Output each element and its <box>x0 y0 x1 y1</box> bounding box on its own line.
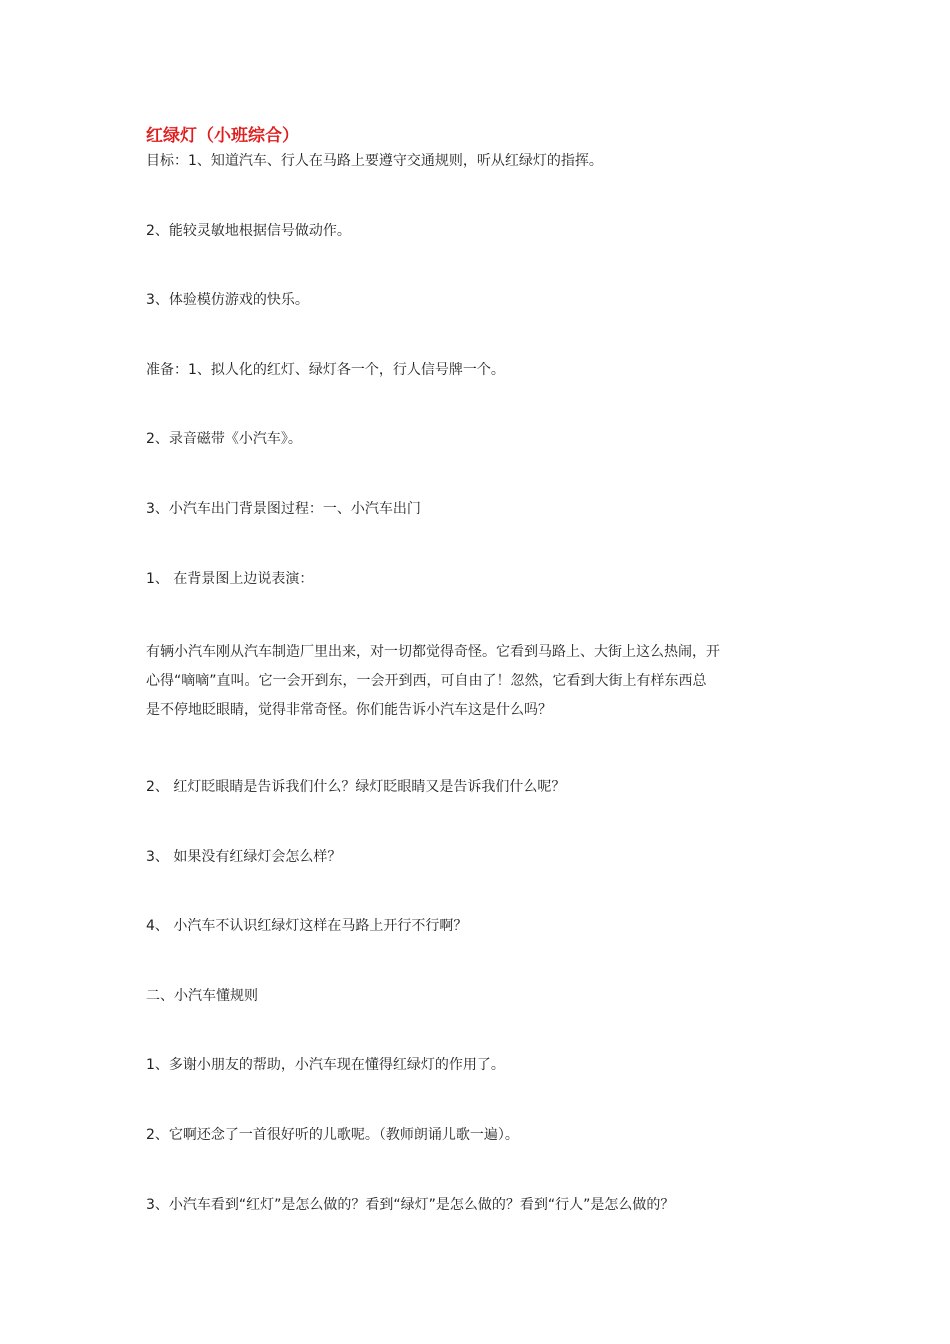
step-1-line: 1、 在背景图上边说表演： <box>146 571 314 587</box>
prep-line-3: 3、小汽车出门背景图过程：一、小汽车出门 <box>146 501 421 517</box>
goal-line-1: 目标：1、知道汽车、行人在马路上要遵守交通规则，听从红绿灯的指挥。 <box>146 153 603 169</box>
goal-line-2: 2、能较灵敏地根据信号做动作。 <box>146 223 351 239</box>
goal-line-3: 3、体验模仿游戏的快乐。 <box>146 292 309 308</box>
document-title: 红绿灯（小班综合） <box>146 126 299 146</box>
story-line: 有辆小汽车刚从汽车制造厂里出来，对一切都觉得奇怪。它看到马路上、大街上这么热闹，开 <box>146 644 720 660</box>
question-4-line: 4、 小汽车不认识红绿灯这样在马路上开行不行啊？ <box>146 918 468 934</box>
story-line: 是不停地眨眼睛，觉得非常奇怪。你们能告诉小汽车这是什么吗？ <box>146 702 552 718</box>
section-2-heading: 二、小汽车懂规则 <box>146 988 258 1004</box>
question-2-line: 2、 红灯眨眼睛是告诉我们什么？绿灯眨眼睛又是告诉我们什么呢？ <box>146 779 566 795</box>
prep-line-2: 2、录音磁带《小汽车》。 <box>146 431 302 447</box>
prep-line-1: 准备：1、拟人化的红灯、绿灯各一个，行人信号牌一个。 <box>146 362 505 378</box>
section-2-item-3: 3、小汽车看到“红灯”是怎么做的？看到“绿灯”是怎么做的？看到“行人”是怎么做的？ <box>146 1197 675 1213</box>
question-3-line: 3、 如果没有红绿灯会怎么样？ <box>146 849 342 865</box>
story-line: 心得“嘀嘀”直叫。它一会开到东，一会开到西，可自由了！忽然，它看到大街上有样东西总 <box>146 673 707 689</box>
story-paragraph <box>146 638 806 725</box>
section-2-item-1: 1、多谢小朋友的帮助，小汽车现在懂得红绿灯的作用了。 <box>146 1057 505 1073</box>
section-2-item-2: 2、它啊还念了一首很好听的儿歌呢。（教师朗诵儿歌一遍）。 <box>146 1127 519 1143</box>
